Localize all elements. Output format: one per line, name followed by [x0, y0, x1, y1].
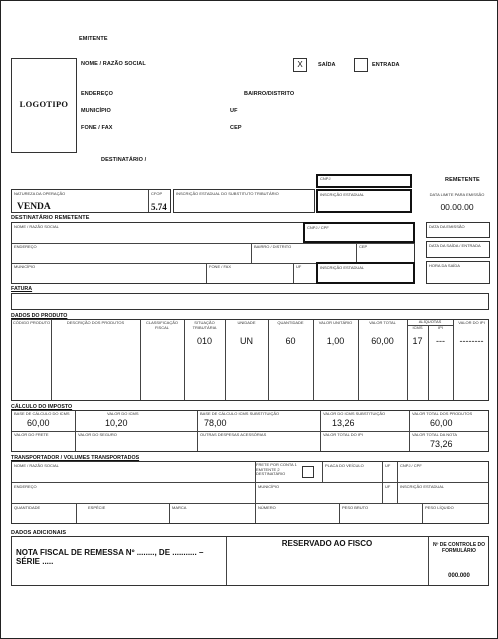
col-icms: ICMS: [412, 325, 423, 330]
dest-div-4: [293, 263, 294, 283]
dest-div-3: [206, 263, 207, 283]
dest-uf-label: UF: [296, 264, 302, 269]
endereco-label: ENDEREÇO: [81, 91, 113, 97]
adicionais-box: [11, 536, 489, 586]
hora-box: [426, 261, 490, 284]
adic-div-2: [428, 537, 429, 585]
entrada-checkbox[interactable]: [354, 58, 368, 72]
transportador-section: TRANSPORTADOR / VOLUMES TRANSPORTADOS: [11, 455, 140, 461]
trans-line-2: [12, 503, 488, 504]
data-saida-label: DATA DA SAÍDA / ENTRADA: [429, 243, 481, 248]
dest-ie-box: [316, 262, 415, 284]
fone-label: FONE / FAX: [81, 125, 113, 131]
trans-ie-label: INSCRIÇÃO ESTADUAL: [400, 484, 445, 489]
prod-col-4: [225, 320, 226, 400]
total-nota-value: 73,26: [430, 439, 453, 449]
row-valor-unit: 1,00: [326, 336, 345, 346]
dest-fone-label: FONE / FAX: [209, 264, 232, 269]
frete-checkbox[interactable]: [302, 466, 314, 478]
row-valor-ipi: --------: [459, 336, 484, 346]
trans-uf2-label: UF: [385, 484, 391, 489]
controle-label: Nº DE CONTROLE DO FORMULÁRIO: [432, 542, 486, 554]
col-unidade: UNIDADE: [237, 320, 256, 325]
controle-value: 000.000: [448, 573, 470, 579]
logo-box: [11, 58, 77, 153]
trans-uf-label: UF: [385, 463, 391, 468]
data-limite-label: DATA LIMITE PARA EMISSÃO: [429, 192, 485, 197]
total-ipi-label: VALOR TOTAL DO IPI: [323, 432, 363, 437]
transportador-table: [11, 461, 489, 524]
valor-subst-value: 13,26: [332, 418, 355, 428]
produtos-section: DADOS DO PRODUTO: [11, 313, 68, 319]
trans-numero-label: NÚMERO: [258, 505, 276, 510]
data-saida-box: [426, 241, 490, 258]
prod-col-8: [407, 320, 408, 400]
saida-label: SAÍDA: [318, 62, 336, 68]
col-classificacao: CLASSIFICAÇÃO FISCAL: [145, 320, 178, 330]
trans-peso-liquido-label: PESO LÍQUIDO: [425, 505, 454, 510]
trans-placa-label: PLACA DO VEÍCULO: [325, 463, 364, 468]
logo-text: LOGOTIPO: [19, 99, 69, 109]
valor-subst-label: VALOR DO ICMS SUBSTITUIÇÃO: [323, 411, 386, 416]
imp-col-4: [409, 411, 410, 451]
saida-checkbox[interactable]: X: [293, 58, 307, 72]
ie-label: INSCRIÇÃO ESTADUAL: [320, 192, 365, 197]
trans-peso-bruto-label: PESO BRUTO: [342, 505, 369, 510]
dest-municipio-label: MUNICÍPIO: [14, 264, 36, 269]
emitente-heading: EMITENTE: [79, 36, 108, 42]
row-quantidade: 60: [285, 336, 296, 346]
trans-div-7: [255, 503, 256, 523]
dest-nome-label: NOME / RAZÃO SOCIAL: [14, 224, 59, 229]
ie-box: [316, 189, 412, 213]
col-codigo: CÓDIGO PRODUTO: [12, 320, 51, 325]
col-valor-unit: VALOR UNITÁRIO: [318, 320, 353, 325]
cnpj-emit-box: [316, 174, 412, 188]
trans-municipio-label: MUNICÍPIO: [258, 484, 280, 489]
nota-remessa-line2: SÉRIE .....: [16, 557, 54, 566]
trans-line-1: [12, 482, 488, 483]
trans-div-4: [397, 462, 398, 503]
ie-subst-box: [173, 189, 315, 213]
trans-div-2: [322, 462, 323, 482]
prod-col-6: [313, 320, 314, 400]
imposto-section: CÁLCULO DO IMPOSTO: [11, 404, 73, 410]
imp-col-1: [75, 411, 76, 451]
trans-marca-label: MARCA: [172, 505, 187, 510]
dest-cnpj-label: CNPJ / CPF: [307, 225, 329, 230]
imp-col-2: [197, 411, 198, 451]
trans-especie-label: ESPÉCIE: [88, 505, 106, 510]
prod-col-3: [184, 320, 185, 400]
dest-line-1: [12, 243, 414, 244]
row-situacao: 010: [196, 336, 213, 346]
natureza-label: NATUREZA DA OPERAÇÃO: [14, 191, 66, 196]
natureza-box: [11, 189, 171, 213]
cfop-value: 5.74: [151, 202, 167, 212]
ie-subst-label: INSCRIÇÃO ESTADUAL DO SUBSTITUTO TRIBUTÁRIO: [176, 191, 279, 196]
reservado-fisco: RESERVADO AO FISCO: [281, 539, 373, 548]
trans-div-3: [382, 462, 383, 503]
trans-div-6: [169, 503, 170, 523]
base-subst-value: 78,00: [204, 418, 227, 428]
fatura-box: [11, 293, 489, 310]
trans-div-9: [422, 503, 423, 523]
base-icms-label: BASE DE CÁLCULO DO ICMS: [14, 411, 70, 416]
frete-label: VALOR DO FRETE: [14, 432, 49, 437]
natureza-value: VENDA: [17, 202, 51, 212]
col-valor-total: VALOR TOTAL: [369, 320, 396, 325]
data-limite-value: 00.00.00: [440, 202, 474, 212]
prod-col-10: [453, 320, 454, 400]
row-unidade: UN: [240, 336, 253, 346]
bairro-label: BAIRRO/DISTRITO: [244, 91, 295, 97]
col-descricao: DESCRIÇÃO DOS PRODUTOS: [66, 320, 125, 325]
trans-div-8: [339, 503, 340, 523]
cfop-label: CFOP: [151, 191, 163, 196]
row-icms: 17: [412, 336, 423, 346]
outras-label: OUTRAS DESPESAS ACESSÓRIAS: [200, 432, 267, 437]
natureza-divider: [148, 190, 149, 212]
destinatario-section: DESTINATÁRIO REMETENTE: [11, 215, 90, 221]
base-subst-label: BASE DE CÁLCULO ICMS SUBSTITUIÇÃO: [200, 411, 280, 416]
trans-div-5: [76, 503, 77, 523]
dest-div-2: [356, 243, 357, 263]
dest-cep-label: CEP: [359, 244, 368, 249]
dest-endereco-label: ENDEREÇO: [14, 244, 37, 249]
adicionais-section: DADOS ADICIONAIS: [11, 530, 67, 536]
nota-remessa-line1: NOTA FISCAL DE REMESSA Nº ........, DE ........... –: [16, 548, 204, 557]
imp-col-3: [320, 411, 321, 451]
row-ipi: ---: [436, 336, 445, 346]
seguro-label: VALOR DO SEGURO: [78, 432, 117, 437]
valor-icms-label: VALOR DO ICMS: [107, 411, 139, 416]
prod-col-7: [358, 320, 359, 400]
prod-col-1: [51, 320, 52, 400]
municipio-label: MUNICÍPIO: [81, 108, 111, 114]
cnpj-emit-label: CNPJ: [320, 176, 331, 181]
col-aliquotas: ALÍQUOTAS: [418, 319, 442, 324]
destinatario-label: DESTINATÁRIO /: [101, 157, 147, 163]
produtos-table: [11, 319, 489, 401]
total-prod-value: 60,00: [430, 418, 453, 428]
entrada-label: ENTRADA: [372, 62, 400, 68]
remetente-label: REMETENTE: [445, 177, 480, 183]
trans-endereco-label: ENDEREÇO: [14, 484, 37, 489]
dest-bairro-label: BAIRRO / DISTRITO: [254, 244, 292, 249]
total-nota-label: VALOR TOTAL DA NOTA: [412, 432, 458, 437]
row-valor-total: 60,00: [371, 336, 394, 346]
trans-quantidade-label: QUANTIDADE: [14, 505, 41, 510]
trans-frete-label: FRETE POR CONTA 1 EMITENTE 2 DESTINATÁRIO: [256, 462, 297, 477]
imposto-table: [11, 410, 489, 452]
prod-col-5: [268, 320, 269, 400]
trans-nome-label: NOME / RAZÃO SOCIAL: [14, 463, 59, 468]
valor-icms-value: 10,20: [105, 418, 128, 428]
col-valor-ipi: VALOR DO IPI: [458, 320, 485, 325]
uf-label: UF: [230, 108, 238, 114]
prod-col-2: [140, 320, 141, 400]
fatura-section: FATURA: [11, 286, 33, 292]
total-prod-label: VALOR TOTAL DOS PRODUTOS: [412, 411, 473, 416]
hora-label: HORA DA SAÍDA: [429, 263, 460, 268]
cep-label: CEP: [230, 125, 242, 131]
col-quantidade: QUANTIDADE: [277, 320, 304, 325]
data-emissao-label: DATA DA EMISSÃO: [429, 224, 465, 229]
dest-cnpj-box: [303, 222, 415, 243]
trans-cnpj-label: CNPJ / CPF: [400, 463, 422, 468]
base-icms-value: 60,00: [27, 418, 50, 428]
dest-div-1: [251, 243, 252, 263]
data-emissao-box: [426, 222, 490, 238]
col-ipi: IPI: [438, 325, 443, 330]
dest-ie-label: INSCRIÇÃO ESTADUAL: [320, 265, 365, 270]
nome-label: NOME / RAZÃO SOCIAL: [81, 61, 146, 67]
col-situacao: SITUAÇÃO TRIBUTÁRIA: [192, 320, 217, 330]
